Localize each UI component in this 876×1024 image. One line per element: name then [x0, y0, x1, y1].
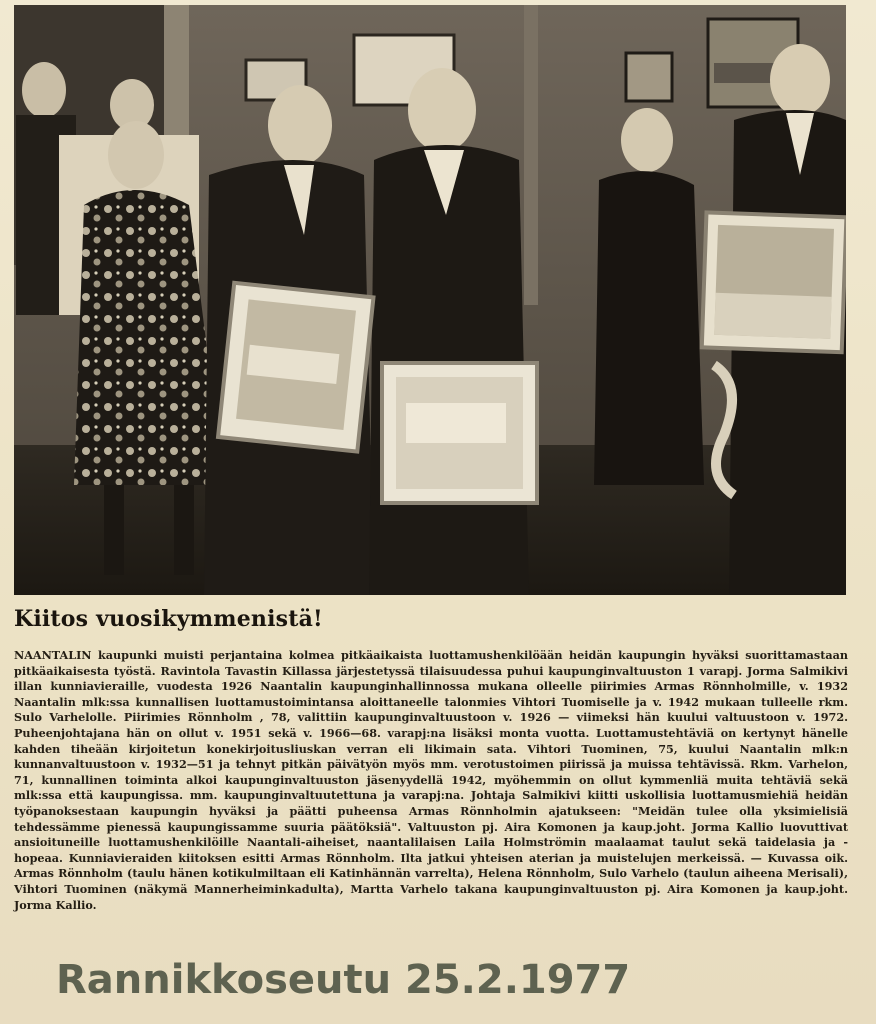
source-caption: Rannikkoseutu 25.2.1977 [56, 957, 631, 1003]
article-lead-word: NAANTALIN [14, 648, 92, 662]
group-photo [14, 5, 846, 595]
article-headline: Kiitos vuosikymmenistä! [14, 606, 323, 632]
article-text: kaupunki muisti perjantaina kolmea pitkäaikaista luottamushenkilöään heidän kaupungin hyväksi suorittamastaan pitkäaikaisesta työstä. Ravintola Tavastin Killassa järjestetyssä tilaisuudessa puhui kaupunginvaltuuston 1 varapj. Jorma Salmikivi illan kunniavieraille, vuodesta 1926 Naantalin kaupunginhallinnossa mukana olleelle piirimies Armas Rönnholmille, v. 1932 Naantalin mlk:ssa kunnallisen luottamustoimintansa aloittaneelle talonmies Vihtori Tuomiselle ja v. 1942 mukaan tulleelle rkm. Sulo Varhelolle. Piirimies Rönnholm , 78, valittiin kaupunginvaltuustoon v. 1926 — viimeksi hän kuului valtuustoon v. 1972. Puheenjohtajana hän on ollut v. 1951 sekä v. 1966—68. varapj:na lisäksi monta vuotta. Luottamustehtäviä on kertynyt hänelle kahden tiheään kirjoitetun konekirjoitusliuskan verran eli likimain sata. Vihtori Tuominen, 75, kuului Naantalin mlk:n kunnanvaltuustoon v. 1932—51 ja tehnyt pitkän päivätyön myös mm. verotustoimen piirissä ja muissa tehtävissä. Rkm. Varhelon, 71, kunnallinen toiminta alkoi kaupunginvaltuuston jäsenyydellä 1942, myöhemmin on ollut kymmenliä muita tehtäviä sekä mlk:ssa että kaupungissa. mm. kaupunginvaltuutettuna ja varapj:na. Johtaja Salmikivi kiitti uskollisia luottamusmiehiä heidän työpanoksestaan kaupungin hyväksi ja päätti puheensa Armas Rönnholmin ajatukseen: "Meidän tulee olla yksimielisiä tehdessämme pienessä kaupungissamme suuria päätöksiä". Valtuuston pj. Aira Komonen ja kaup.joht. Jorma Kallio luovuttivat ansioituneille luottamushenkilöille Naantali-aiheiset, naantalilaisen Laila Holmströmin maalaamat taulut sekä taidelasia ja -hopeaa. Kunniavieraiden kiitoksen esitti Armas Rönnholm. Ilta jatkui yhteisen aterian ja muistelujen merkeissä. — Kuvassa oik. Armas Rönnholm (taulu hänen kotikulmiltaan eli Katinhännän varrelta), Helena Rönnholm, Sulo Varhelo (taulun aiheena Merisali), Vihtori Tuominen (näkymä Mannerheiminkadulta), Martta Varhelo takana kaupunginvaltuuston pj. Aira Komonen ja kaup.joht. Jorma Kallio. [14, 648, 848, 912]
article-body [14, 648, 848, 913]
